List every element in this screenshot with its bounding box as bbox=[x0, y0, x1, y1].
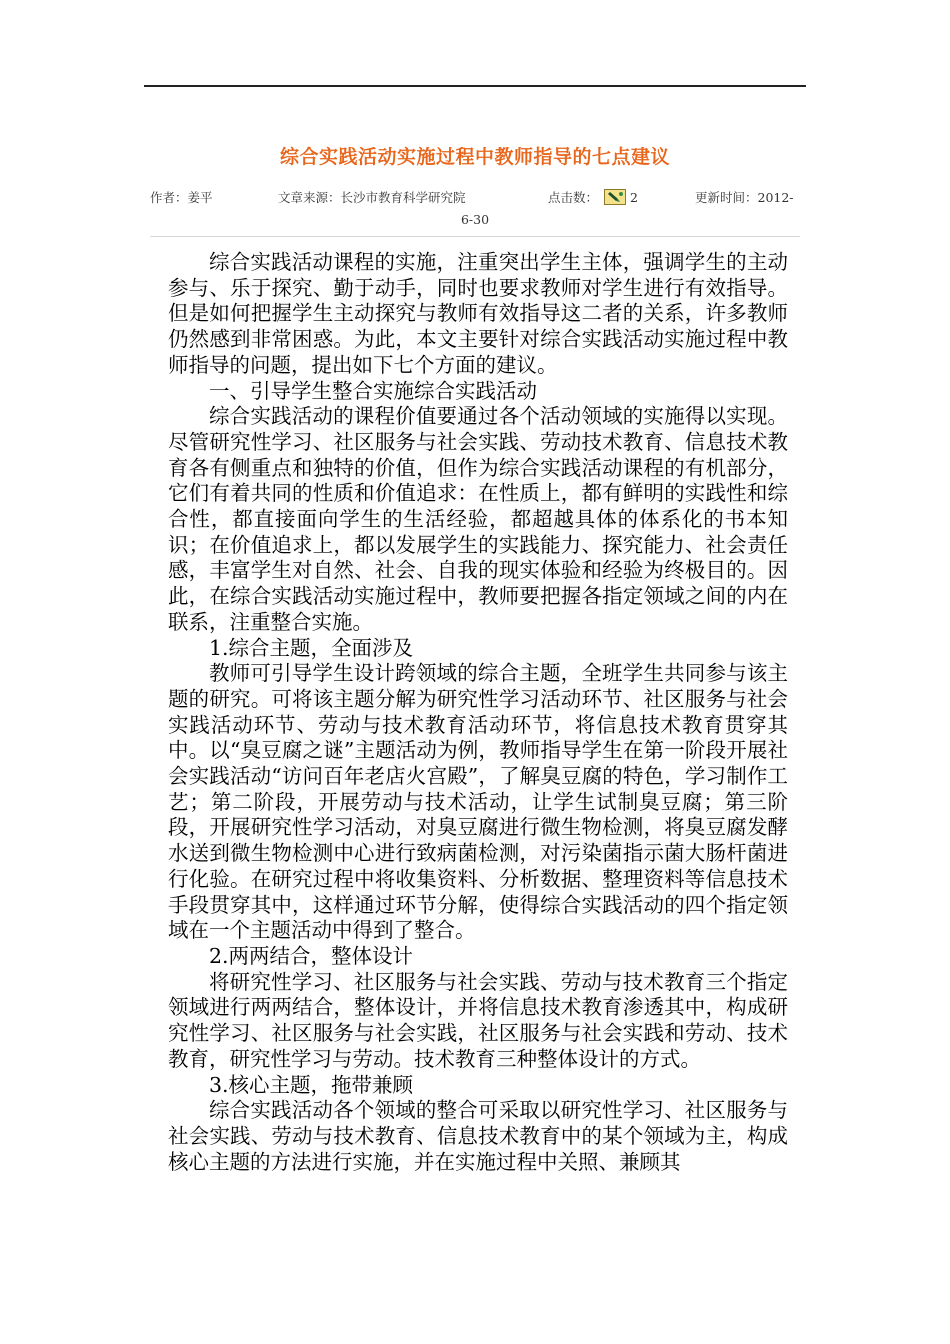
updated-label: 更新时间：2012- bbox=[695, 190, 794, 205]
hits-label: 点击数： bbox=[548, 190, 599, 205]
subheading-2: 2.两两结合，整体设计 bbox=[209, 943, 414, 968]
article-body bbox=[168, 250, 788, 1175]
hits-count bbox=[548, 187, 638, 209]
updated-date-continuation: 6-30 bbox=[460, 212, 490, 227]
article-meta bbox=[150, 187, 800, 231]
header-rule bbox=[144, 85, 806, 87]
hits-value: 2 bbox=[629, 190, 638, 205]
paragraph-subsection-2: 将研究性学习、社区服务与社会实践、劳动与技术教育三个指定领域进行两两结合，整体设计，并将信息技术教育渗透其中，构成研究性学习、社区服务与社会实践，社区服务与社会实践和劳动、技术教育，研究性学习与劳动。技术教育三种整体设计的方式。 bbox=[168, 969, 788, 1071]
paragraph-subsection-1: 教师可引导学生设计跨领域的综合主题，全班学生共同参与该主题的研究。可将该主题分解为研究性学习活动环节、社区服务与社会实践活动环节、劳动与技术教育活动环节，将信息技术教育贯穿其中。以“臭豆腐之谜”主题活动为例，教师指导学生在第一阶段开展社会实践活动“访问百年老店火宫殿”，了解臭豆腐的特色，学习制作工艺；第二阶段，开展劳动与技术活动，让学生试制臭豆腐；第三阶段，开展研究性学习活动，对臭豆腐进行微生物检测，将臭豆腐发酵水送到微生物检测中心进行致病菌检测，对污染菌指示菌大肠杆菌进行化验。在研究过程中将收集资料、分析数据、整理资料等信息技术手段贯穿其中，这样通过环节分解，使得综合实践活动的四个指定领域在一个主题活动中得到了整合。 bbox=[168, 661, 788, 943]
article-title: 综合实践活动实施过程中教师指导的七点建议 bbox=[279, 146, 670, 168]
subheading-3: 3.核心主题，拖带兼顾 bbox=[209, 1072, 414, 1097]
meta-divider bbox=[150, 236, 800, 237]
author-label: 作者：姜平 bbox=[150, 190, 213, 205]
paragraph-section-1: 综合实践活动的课程价值要通过各个活动领域的实施得以实现。尽管研究性学习、社区服务与社会实践、劳动技术教育、信息技术教育各有侧重点和独特的价值，但作为综合实践活动课程的有机部分，它们有着共同的性质和价值追求：在性质上，都有鲜明的实践性和综合性，都直接面向学生的生活经验，都超越具体的体系化的书本知识；在价值追求上，都以发展学生的实践能力、探究能力、社会责任感，丰富学生对自然、社会、自我的现实体验和经验为终极目的。因此，在综合实践活动实施过程中，教师要把握各指定领域之间的内在联系，注重整合实施。 bbox=[168, 404, 788, 634]
paragraph-subsection-3: 综合实践活动各个领域的整合可采取以研究性学习、社区服务与社会实践、劳动与技术教育、信息技术教育中的某个领域为主，构成核心主题的方法进行实施，并在实施过程中关照、兼顾其 bbox=[168, 1098, 788, 1174]
subheading-1: 1.综合主题，全面涉及 bbox=[209, 635, 414, 660]
source-label: 文章来源：长沙市教育科学研究院 bbox=[278, 190, 466, 205]
pencil-note-icon bbox=[604, 189, 626, 205]
paragraph-intro: 综合实践活动课程的实施，注重突出学生主体，强调学生的主动参与、乐于探究、勤于动手，同时也要求教师对学生进行有效指导。但是如何把握学生主动探究与教师有效指导这二者的关系，许多教师仍然感到非常困惑。为此，本文主要针对综合实践活动实施过程中教师指导的问题，提出如下七个方面的建议。 bbox=[168, 250, 788, 377]
section-heading-1: 一、引导学生整合实施综合实践活动 bbox=[209, 378, 537, 403]
